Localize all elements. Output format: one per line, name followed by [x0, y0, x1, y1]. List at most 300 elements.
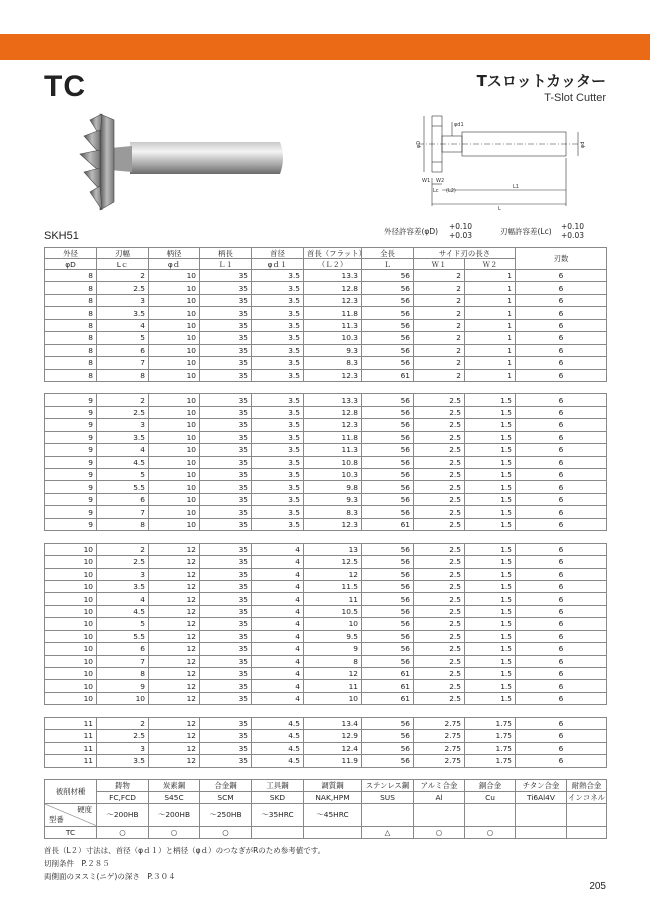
table-cell: 6	[516, 282, 607, 294]
table-cell: 10	[149, 344, 200, 356]
table-cell: 10	[45, 593, 97, 605]
label-L1: L1	[513, 184, 519, 190]
table-cell: 3.5	[252, 319, 304, 331]
header-row-top	[45, 248, 607, 259]
hardness-value	[414, 804, 465, 827]
table-cell: 35	[200, 431, 252, 443]
table-row	[45, 270, 607, 282]
table-cell: 9	[45, 444, 97, 456]
table-cell: 8.3	[304, 357, 362, 369]
table-cell: 2.75	[414, 742, 465, 754]
spacer-cell	[45, 531, 607, 543]
table-cell: 12	[304, 668, 362, 680]
table-row	[45, 655, 607, 667]
table-cell: 11.5	[304, 580, 362, 592]
table-cell: 11	[45, 717, 97, 729]
table-row	[45, 518, 607, 530]
sub-L: Ｌ	[362, 259, 414, 270]
table-row	[45, 580, 607, 592]
table-cell: 4	[252, 605, 304, 617]
table-cell: 6	[516, 730, 607, 742]
table-cell: 10	[149, 481, 200, 493]
table-row	[45, 556, 607, 568]
table-cell: 9.3	[304, 344, 362, 356]
table-cell: 12	[149, 643, 200, 655]
table-cell: 1.5	[465, 593, 516, 605]
table-cell: 12	[149, 618, 200, 630]
table-cell: 12	[304, 568, 362, 580]
table-cell: 11.3	[304, 444, 362, 456]
table-cell: 2	[414, 357, 465, 369]
label-d: φd	[580, 141, 586, 148]
suitability-mark	[304, 827, 362, 839]
table-cell: 2.5	[414, 680, 465, 692]
hardness-value	[465, 804, 516, 827]
table-cell: 35	[200, 755, 252, 767]
table-cell: 8	[45, 319, 97, 331]
table-cell: 10	[149, 469, 200, 481]
sub-L2: （Ｌ２）	[304, 259, 362, 270]
outer-tolerance-values: +0.10 +0.03	[449, 222, 472, 240]
table-cell: 12	[149, 717, 200, 729]
hardness-value: ～35HRC	[252, 804, 304, 827]
model-row	[45, 827, 607, 839]
table-cell: 2	[414, 369, 465, 381]
table-cell: 9	[97, 680, 149, 692]
table-cell: 35	[200, 493, 252, 505]
width-tolerance-values: +0.10 +0.03	[561, 222, 584, 240]
table-cell: 35	[200, 543, 252, 555]
table-cell: 2.5	[97, 282, 149, 294]
table-cell: 9	[45, 493, 97, 505]
table-cell: 35	[200, 282, 252, 294]
table-cell: 1.75	[465, 717, 516, 729]
table-cell: 2.5	[414, 692, 465, 704]
dimension-drawing	[388, 112, 598, 212]
table-cell: 8	[45, 357, 97, 369]
table-cell: 4.5	[97, 456, 149, 468]
table-cell: 10	[45, 680, 97, 692]
table-cell: 3.5	[97, 307, 149, 319]
table-cell: 9.8	[304, 481, 362, 493]
table-cell: 4	[252, 643, 304, 655]
table-cell: 8	[45, 344, 97, 356]
table-cell: 1.5	[465, 456, 516, 468]
table-cell: 10	[149, 357, 200, 369]
table-cell: 6	[516, 307, 607, 319]
table-cell: 12.3	[304, 419, 362, 431]
table-cell: 2.5	[414, 580, 465, 592]
table-cell: 10	[149, 369, 200, 381]
table-cell: 9	[45, 431, 97, 443]
table-cell: 1.5	[465, 655, 516, 667]
table-cell: 8	[45, 282, 97, 294]
sub-W2: Ｗ２	[465, 259, 516, 270]
col-neck-diameter: 首径	[252, 248, 304, 259]
table-cell: 2.5	[414, 419, 465, 431]
table-cell: 10	[45, 543, 97, 555]
table-cell: 6	[516, 431, 607, 443]
table-cell: 10.5	[304, 605, 362, 617]
table-cell: 11.3	[304, 319, 362, 331]
material-code: Ti6Al4V	[516, 792, 567, 804]
table-cell: 10	[149, 394, 200, 406]
table-cell: 2.5	[97, 730, 149, 742]
table-row	[45, 630, 607, 642]
table-cell: 35	[200, 680, 252, 692]
table-cell: 4	[252, 692, 304, 704]
table-cell: 9	[45, 481, 97, 493]
table-cell: 61	[362, 680, 414, 692]
table-cell: 7	[97, 655, 149, 667]
table-cell: 1.5	[465, 469, 516, 481]
table-cell: 61	[362, 668, 414, 680]
table-cell: 8	[304, 655, 362, 667]
suitability-mark: ○	[465, 827, 516, 839]
table-cell: 4	[252, 580, 304, 592]
table-cell: 35	[200, 357, 252, 369]
table-cell: 10	[97, 692, 149, 704]
table-row	[45, 692, 607, 704]
model-label: 型番	[49, 815, 64, 824]
table-cell: 6	[516, 643, 607, 655]
table-cell: 4.5	[252, 755, 304, 767]
col-neck-length: 首長（フラット）	[304, 248, 362, 259]
table-cell: 3.5	[252, 394, 304, 406]
table-cell: 3	[97, 742, 149, 754]
table-cell: 8	[45, 294, 97, 306]
table-cell: 1.5	[465, 618, 516, 630]
label-L2: (L2)	[446, 188, 456, 194]
table-cell: 11	[45, 755, 97, 767]
table-cell: 35	[200, 394, 252, 406]
table-cell: 1	[465, 357, 516, 369]
model-code: TC	[45, 827, 97, 839]
suitability-mark	[567, 827, 607, 839]
table-cell: 2.5	[414, 556, 465, 568]
table-cell: 35	[200, 270, 252, 282]
table-cell: 6	[516, 655, 607, 667]
material-code: NAK,HPM	[304, 792, 362, 804]
table-cell: 1.5	[465, 481, 516, 493]
material-category: チタン合金	[516, 780, 567, 792]
table-cell: 9	[45, 394, 97, 406]
table-cell: 10	[45, 630, 97, 642]
table-cell: 11	[45, 742, 97, 754]
table-cell: 56	[362, 493, 414, 505]
material-category: 鋳物	[97, 780, 149, 792]
table-cell: 12	[149, 580, 200, 592]
note-cutting-conditions: 切削条件 P.２８５	[44, 859, 110, 868]
table-row	[45, 319, 607, 331]
table-cell: 56	[362, 655, 414, 667]
table-cell: 56	[362, 643, 414, 655]
table-cell: 2.5	[414, 593, 465, 605]
table-cell: 12	[149, 692, 200, 704]
table-cell: 4	[252, 668, 304, 680]
table-cell: 13	[304, 543, 362, 555]
material-code: Al	[414, 792, 465, 804]
table-cell: 1.5	[465, 568, 516, 580]
hardness-value: ～250HB	[200, 804, 252, 827]
material-code: SKD	[252, 792, 304, 804]
table-cell: 6	[516, 369, 607, 381]
table-cell: 10	[149, 406, 200, 418]
table-cell: 5.5	[97, 630, 149, 642]
table-row	[45, 730, 607, 742]
table-cell: 12	[149, 630, 200, 642]
table-cell: 6	[516, 556, 607, 568]
table-row	[45, 543, 607, 555]
table-cell: 8	[45, 369, 97, 381]
suitability-mark: ○	[200, 827, 252, 839]
table-cell: 4	[97, 319, 149, 331]
table-cell: 35	[200, 618, 252, 630]
table-cell: 61	[362, 369, 414, 381]
table-cell: 35	[200, 556, 252, 568]
table-cell: 6	[516, 605, 607, 617]
table-cell: 1.5	[465, 506, 516, 518]
table-cell: 6	[516, 332, 607, 344]
table-cell: 35	[200, 605, 252, 617]
table-cell: 1	[465, 369, 516, 381]
table-cell: 61	[362, 518, 414, 530]
table-cell: 8	[45, 270, 97, 282]
table-cell: 56	[362, 357, 414, 369]
table-cell: 56	[362, 543, 414, 555]
table-cell: 6	[516, 394, 607, 406]
table-cell: 35	[200, 419, 252, 431]
table-cell: 61	[362, 692, 414, 704]
table-cell: 4	[252, 630, 304, 642]
table-cell: 6	[516, 668, 607, 680]
table-cell: 10	[149, 294, 200, 306]
table-row	[45, 456, 607, 468]
table-cell: 35	[200, 344, 252, 356]
tool-photo	[70, 110, 290, 215]
table-cell: 3.5	[252, 357, 304, 369]
table-cell: 1.5	[465, 668, 516, 680]
suitability-mark: ○	[97, 827, 149, 839]
table-cell: 2.5	[414, 469, 465, 481]
table-row	[45, 332, 607, 344]
table-cell: 6	[516, 680, 607, 692]
table-cell: 1	[465, 282, 516, 294]
table-cell: 1.75	[465, 742, 516, 754]
table-cell: 9	[45, 506, 97, 518]
table-cell: 2.5	[414, 394, 465, 406]
table-row	[45, 755, 607, 767]
table-cell: 2.5	[414, 543, 465, 555]
col-overall-length: 全長	[362, 248, 414, 259]
table-cell: 2.5	[97, 406, 149, 418]
table-cell: 12	[149, 593, 200, 605]
table-cell: 13.3	[304, 394, 362, 406]
material-code: SCM	[200, 792, 252, 804]
hardness-model-header	[45, 804, 97, 827]
label-Lc: Lc	[433, 188, 439, 194]
table-cell: 35	[200, 469, 252, 481]
table-cell: 35	[200, 742, 252, 754]
table-cell: 56	[362, 568, 414, 580]
label-D: φD	[416, 140, 422, 148]
material-category: 銅合金	[465, 780, 516, 792]
material-table	[44, 779, 607, 839]
table-cell: 2.5	[414, 406, 465, 418]
table-cell: 2.5	[414, 630, 465, 642]
table-cell: 2	[97, 270, 149, 282]
label-W2: W2	[436, 178, 445, 184]
table-cell: 56	[362, 332, 414, 344]
table-cell: 1.5	[465, 580, 516, 592]
material-code: インコネル	[568, 792, 605, 802]
table-cell: 1.5	[465, 406, 516, 418]
material-category: 耐熱合金	[567, 780, 607, 792]
table-cell: 1	[465, 344, 516, 356]
table-cell: 12	[149, 605, 200, 617]
material-category: 合金鋼	[200, 780, 252, 792]
table-cell: 11	[304, 593, 362, 605]
table-cell: 56	[362, 506, 414, 518]
table-spacer-row	[45, 381, 607, 393]
table-cell: 8	[97, 518, 149, 530]
hardness-value: ～200HB	[149, 804, 200, 827]
table-cell: 35	[200, 568, 252, 580]
suitability-mark	[252, 827, 304, 839]
table-cell: 56	[362, 618, 414, 630]
table-cell: 6	[516, 294, 607, 306]
table-cell: 1.5	[465, 419, 516, 431]
table-cell: 10	[149, 332, 200, 344]
table-cell: 10	[149, 431, 200, 443]
table-row	[45, 481, 607, 493]
table-row	[45, 394, 607, 406]
table-cell: 6	[516, 419, 607, 431]
table-cell: 3.5	[252, 332, 304, 344]
page-number: 205	[589, 881, 606, 892]
material-label: 被削材種	[45, 780, 97, 804]
table-cell: 10	[45, 605, 97, 617]
table-cell: 10	[304, 692, 362, 704]
label-d1: φd1	[454, 122, 464, 128]
table-cell: 1	[465, 332, 516, 344]
table-cell: 4	[97, 593, 149, 605]
table-row	[45, 506, 607, 518]
table-cell: 4.5	[97, 605, 149, 617]
table-cell: 3.5	[252, 406, 304, 418]
table-row	[45, 431, 607, 443]
table-cell: 11.9	[304, 755, 362, 767]
table-cell: 56	[362, 456, 414, 468]
hardness-value	[567, 804, 607, 827]
material-code: S45C	[149, 792, 200, 804]
table-row	[45, 618, 607, 630]
table-cell: 35	[200, 580, 252, 592]
table-cell: 10	[149, 493, 200, 505]
table-cell: 35	[200, 668, 252, 680]
table-cell: 6	[516, 493, 607, 505]
table-cell: 56	[362, 270, 414, 282]
table-cell: 4	[252, 593, 304, 605]
hardness-value	[516, 804, 567, 827]
table-cell: 56	[362, 742, 414, 754]
table-cell: 6	[516, 755, 607, 767]
table-cell: 6	[516, 580, 607, 592]
sub-d: φｄ	[149, 259, 200, 270]
table-cell: 2.5	[414, 506, 465, 518]
table-cell: 6	[516, 692, 607, 704]
table-cell: 35	[200, 506, 252, 518]
table-cell: 2.5	[414, 655, 465, 667]
table-cell: 3.5	[252, 481, 304, 493]
table-cell: 1.5	[465, 493, 516, 505]
table-cell: 6	[516, 506, 607, 518]
note-relief-depth: 両側面のヌスミ(ニゲ)の深さ P.３０４	[44, 872, 176, 881]
table-cell: 12	[149, 543, 200, 555]
table-cell: 1.5	[465, 444, 516, 456]
table-cell: 56	[362, 294, 414, 306]
material-category: 工具鋼	[252, 780, 304, 792]
table-row	[45, 605, 607, 617]
table-cell: 3.5	[252, 431, 304, 443]
table-cell: 1	[465, 294, 516, 306]
table-cell: 3	[97, 419, 149, 431]
table-cell: 2.5	[414, 668, 465, 680]
table-row	[45, 717, 607, 729]
table-cell: 6	[516, 618, 607, 630]
table-row	[45, 357, 607, 369]
table-cell: 12	[149, 680, 200, 692]
table-cell: 12.8	[304, 282, 362, 294]
table-cell: 6	[97, 344, 149, 356]
table-cell: 9.5	[304, 630, 362, 642]
table-cell: 3.5	[97, 431, 149, 443]
table-cell: 5.5	[97, 481, 149, 493]
col-outer-diameter: 外径	[45, 248, 97, 259]
table-cell: 56	[362, 444, 414, 456]
table-cell: 2	[414, 270, 465, 282]
table-cell: 7	[97, 506, 149, 518]
hardness-value: ～45HRC	[304, 804, 362, 827]
table-cell: 2	[414, 282, 465, 294]
table-cell: 4	[252, 556, 304, 568]
table-cell: 6	[516, 717, 607, 729]
table-row	[45, 406, 607, 418]
table-cell: 35	[200, 307, 252, 319]
table-cell: 3.5	[252, 506, 304, 518]
table-cell: 56	[362, 431, 414, 443]
table-cell: 56	[362, 481, 414, 493]
table-cell: 3.5	[252, 493, 304, 505]
table-cell: 6	[516, 357, 607, 369]
table-cell: 1.5	[465, 394, 516, 406]
table-cell: 11	[304, 680, 362, 692]
table-cell: 5	[97, 469, 149, 481]
material-code: FC,FCD	[97, 792, 149, 804]
table-cell: 35	[200, 518, 252, 530]
table-cell: 3.5	[252, 469, 304, 481]
table-cell: 13.3	[304, 270, 362, 282]
material-category: 炭素鋼	[149, 780, 200, 792]
table-cell: 2.5	[414, 481, 465, 493]
table-cell: 3.5	[252, 369, 304, 381]
table-cell: 35	[200, 593, 252, 605]
table-cell: 4.5	[252, 717, 304, 729]
table-cell: 12.4	[304, 742, 362, 754]
table-cell: 35	[200, 369, 252, 381]
table-cell: 9	[45, 406, 97, 418]
hardness-value: ～200HB	[97, 804, 149, 827]
